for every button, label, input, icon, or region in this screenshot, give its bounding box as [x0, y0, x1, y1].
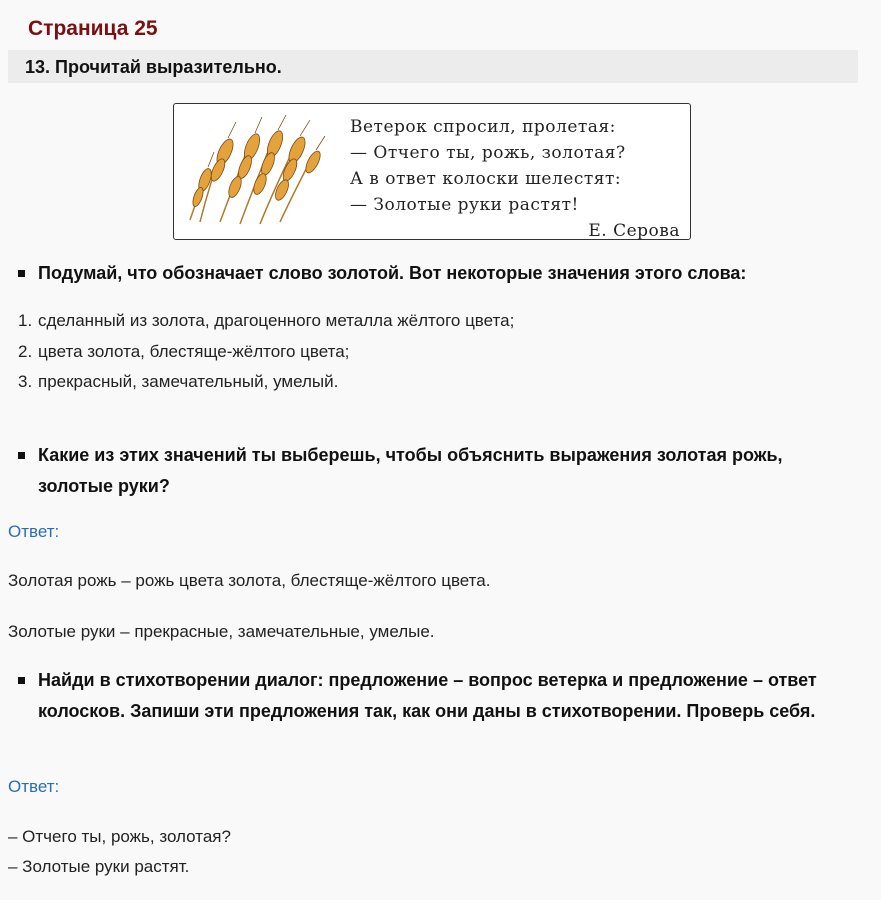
answer-line: Золотая рожь – рожь цвета золота, блестяще-жёлтого цвета. — [8, 571, 491, 590]
exercise-title: 13. Прочитай выразительно. — [25, 57, 282, 77]
poem-line: А в ответ колоски шелестят: — [350, 169, 622, 189]
answer-line: Золотые руки – прекрасные, замечательные, умелые. — [8, 622, 435, 641]
bullet-square-icon — [18, 677, 25, 684]
list-item — [18, 306, 538, 337]
answer-line: – Золотые руки растят. — [8, 857, 190, 876]
answer-label: Ответ: — [8, 777, 60, 796]
task-text: Какие из этих значений ты выберешь, чтобы объяснить выражения золотая рожь, золотые руки? — [38, 445, 783, 496]
list-item — [18, 337, 538, 368]
poem-box — [173, 103, 691, 240]
bullet-square-icon — [18, 270, 25, 277]
list-item — [18, 367, 538, 398]
wheat-ears-illustration — [180, 112, 330, 230]
task-question-3 — [18, 665, 838, 727]
poem-line: — Золотые руки растят! — [350, 195, 579, 215]
meanings-list — [18, 306, 538, 398]
poem-author: Е. Серова — [588, 221, 680, 241]
answer-line: – Отчего ты, рожь, золотая? — [8, 827, 231, 846]
task-question-2 — [18, 440, 838, 502]
task-question-1 — [18, 258, 858, 289]
task-text: Подумай, что обозначает слово золотой. Вот некоторые значения этого слова: — [38, 263, 747, 283]
list-item-text: сделанный из золота, драгоценного металла жёлтого цвета; — [38, 311, 515, 330]
page-title: Страница 25 — [28, 17, 158, 40]
list-item-text: прекрасный, замечательный, умелый. — [38, 372, 339, 391]
task-text: Найди в стихотворении диалог: предложение – вопрос ветерка и предложение – ответ колосков. Запиши эти предложения так, как они даны в стихотворении. Проверь себя. — [38, 670, 817, 721]
list-item-text: цвета золота, блестяще-жёлтого цвета; — [38, 341, 350, 361]
list-number: 3. — [18, 372, 33, 391]
poem-line: Ветерок спросил, пролетая: — [350, 117, 616, 137]
poem-text — [350, 114, 680, 244]
bullet-square-icon — [18, 452, 25, 459]
exercise-header — [8, 50, 858, 83]
list-number: 2. — [18, 341, 33, 361]
poem-line: — Отчего ты, рожь, золотая? — [350, 143, 626, 163]
answer-label: Ответ: — [8, 522, 60, 541]
list-number: 1. — [18, 311, 33, 330]
